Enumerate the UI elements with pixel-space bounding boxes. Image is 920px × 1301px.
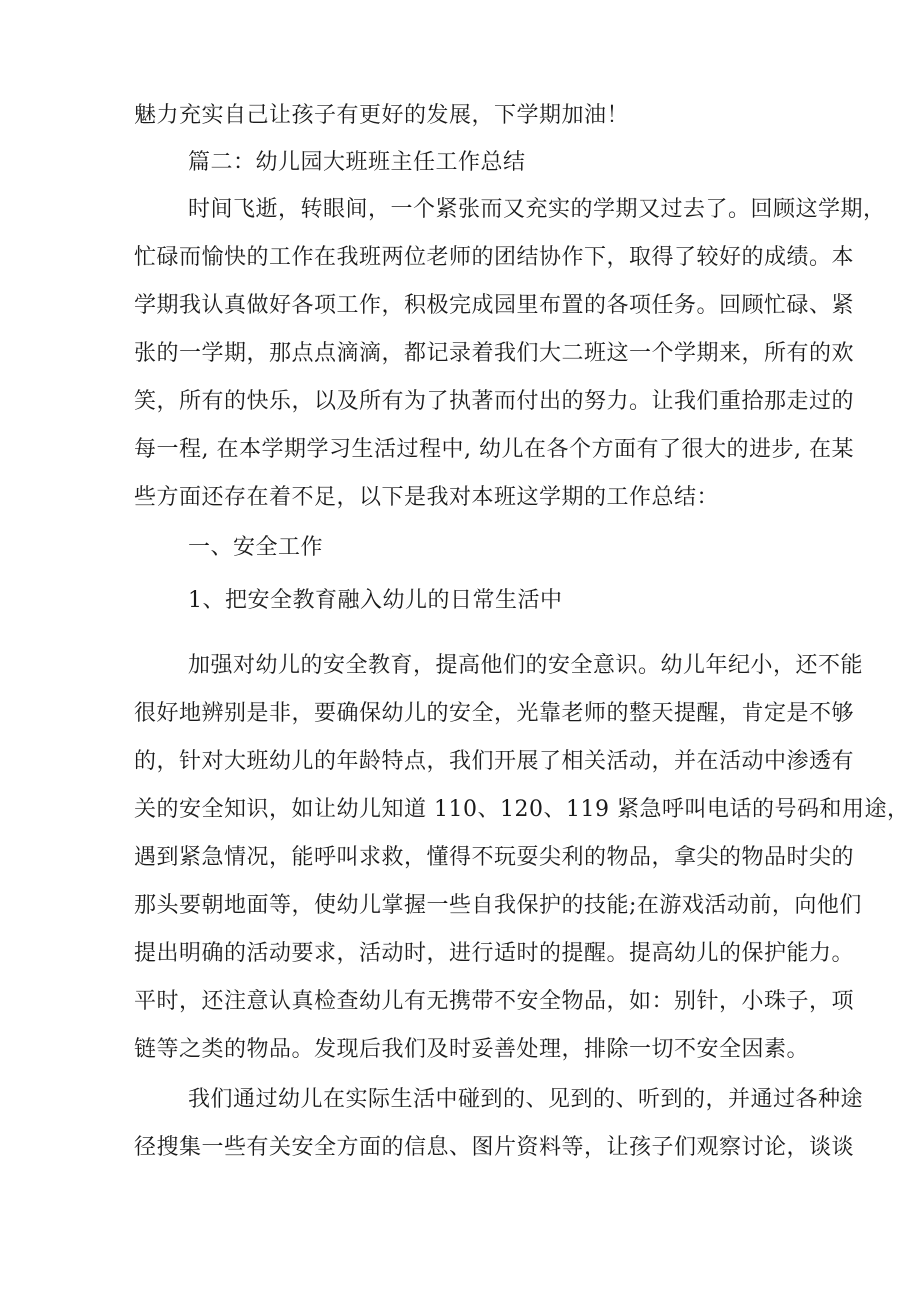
paragraph-line: 径搜集一些有关安全方面的信息、图片资料等，让孩子们观察讨论，谈谈 [134, 1135, 855, 1160]
section-title: 篇二：幼儿园大班班主任工作总结 [188, 150, 526, 175]
paragraph-line: 些方面还存在着不足，以下是我对本班这学期的工作总结： [134, 485, 720, 510]
paragraph-line: 那头要朝地面等，使幼儿掌握一些自我保护的技能;在游戏活动前，向他们 [134, 893, 862, 918]
paragraph-line: 的，针对大班幼儿的年龄特点，我们开展了相关活动，并在活动中渗透有 [134, 749, 855, 774]
paragraph-line: 张的一学期，那点点滴滴，都记录着我们大二班这一个学期来，所有的欢 [134, 341, 855, 366]
paragraph-line: 每一程, 在本学期学习生活过程中, 幼儿在各个方面有了很大的进步, 在某 [134, 437, 854, 462]
paragraph-line: 加强对幼儿的安全教育，提高他们的安全意识。幼儿年纪小，还不能 [188, 653, 864, 678]
paragraph-line: 提出明确的活动要求，活动时，进行适时的提醒。提高幼儿的保护能力。 [134, 941, 855, 966]
paragraph-line: 魅力充实自己让孩子有更好的发展，下学期加油！ [134, 103, 630, 128]
paragraph-line: 关的安全知识，如让幼儿知道 110、120、119 紧急呼叫电话的号码和用途， [134, 797, 910, 822]
paragraph-line: 链等之类的物品。发现后我们及时妥善处理，排除一切不安全因素。 [134, 1037, 810, 1062]
paragraph-line: 很好地辨别是非，要确保幼儿的安全，光靠老师的整天提醒，肯定是不够 [134, 701, 855, 726]
paragraph-line: 平时，还注意认真检查幼儿有无携带不安全物品，如：别针，小珠子，项 [134, 989, 855, 1014]
paragraph-line: 学期我认真做好各项工作，积极完成园里布置的各项任务。回顾忙碌、紧 [134, 293, 855, 318]
paragraph-line: 我们通过幼儿在实际生活中碰到的、见到的、听到的，并通过各种途 [188, 1087, 864, 1112]
paragraph-line: 忙碌而愉快的工作在我班两位老师的团结协作下，取得了较好的成绩。本 [134, 245, 855, 270]
paragraph-line: 时间飞逝，转眼间，一个紧张而又充实的学期又过去了。回顾这学期， [188, 197, 886, 222]
heading-safety-work: 一、安全工作 [188, 535, 324, 560]
paragraph-line: 笑，所有的快乐，以及所有为了执著而付出的努力。让我们重拾那走过的 [134, 389, 855, 414]
paragraph-line: 遇到紧急情况，能呼叫求救，懂得不玩耍尖利的物品，拿尖的物品时尖的 [134, 845, 855, 870]
subheading-safety-education: 1、把安全教育融入幼儿的日常生活中 [188, 588, 563, 613]
